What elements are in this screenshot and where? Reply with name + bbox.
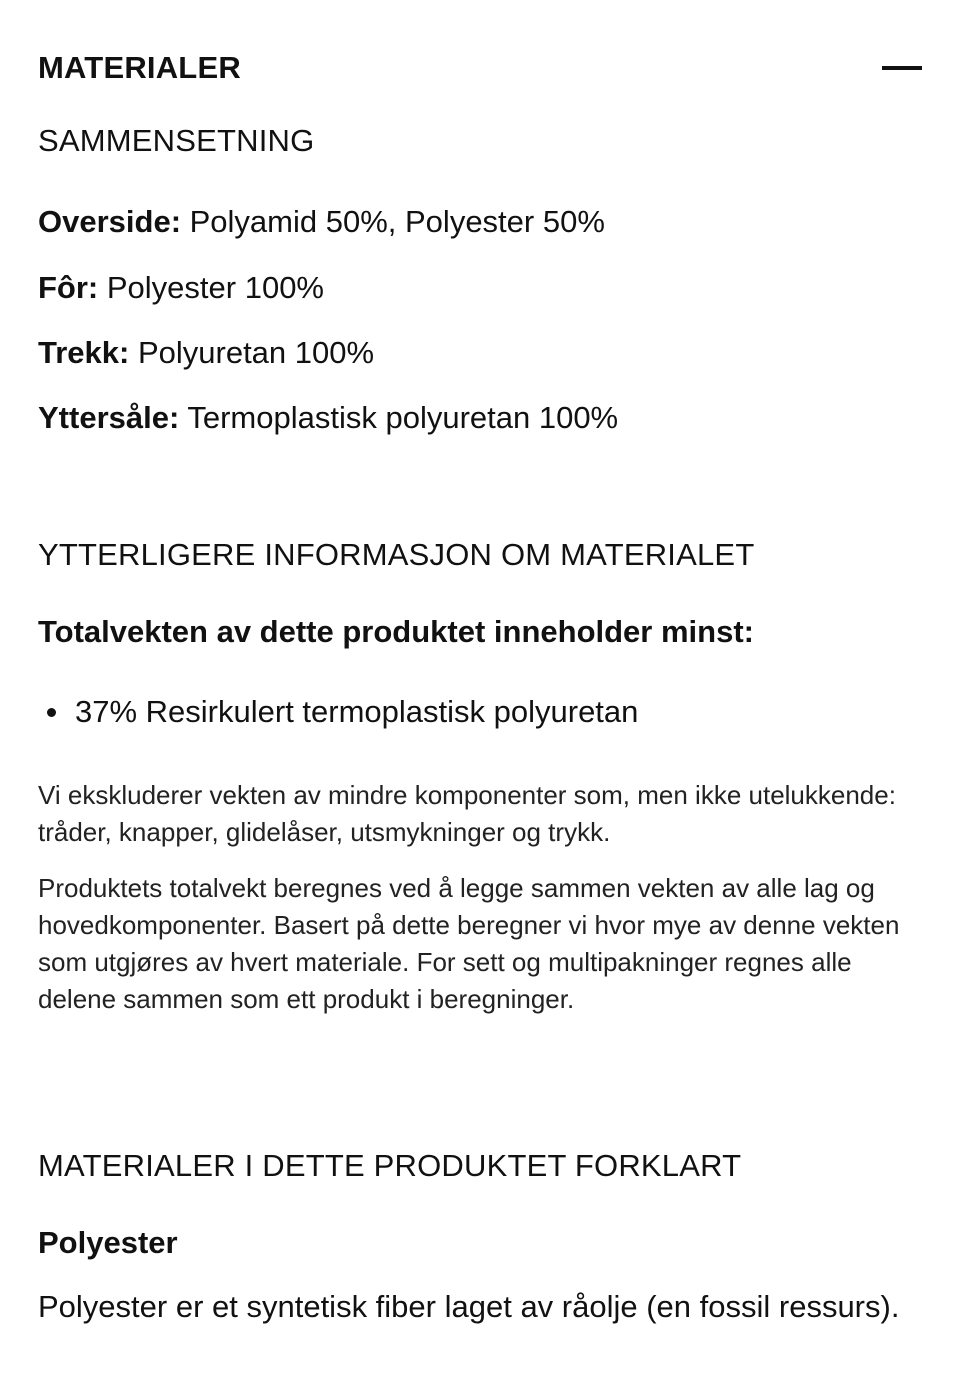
composition-value: Polyester 100% bbox=[98, 270, 324, 305]
additional-info-subheading: Totalvekten av dette produktet inneholder minst: bbox=[38, 614, 754, 649]
bullet-icon bbox=[47, 708, 56, 717]
material-description: Polyester er et syntetisk fiber laget av råolje (en fossil ressurs). bbox=[38, 1289, 900, 1324]
list-item bbox=[38, 694, 638, 730]
list-item-text: 37% Resirkulert termoplastisk polyuretan bbox=[75, 694, 639, 729]
composition-label: Trekk: bbox=[38, 335, 130, 370]
additional-info-heading: YTTERLIGERE INFORMASJON OM MATERIALET bbox=[38, 537, 755, 572]
composition-label: Fôr: bbox=[38, 270, 99, 305]
composition-value: Polyamid 50%, Polyester 50% bbox=[181, 204, 605, 239]
composition-item bbox=[38, 400, 618, 436]
minus-icon[interactable] bbox=[882, 66, 922, 70]
composition-label: Overside: bbox=[38, 204, 182, 239]
composition-item bbox=[38, 204, 605, 240]
materials-accordion-header[interactable] bbox=[38, 46, 922, 90]
composition-value: Polyuretan 100% bbox=[129, 335, 375, 370]
composition-heading: SAMMENSETNING bbox=[38, 123, 315, 158]
composition-item bbox=[38, 335, 374, 371]
composition-item bbox=[38, 270, 324, 306]
calculation-paragraph: Produktets totalvekt beregnes ved å legge sammen vekten av alle lag og hovedkomponenter. Basert på dette beregner vi hvor mye av denne vekten som utgjøres av hvert materiale. For sett og multipakninger regnes alle delene sammen som ett produkt i beregninger. bbox=[38, 873, 900, 1014]
material-name: Polyester bbox=[38, 1225, 178, 1260]
accordion-title: MATERIALER bbox=[38, 50, 241, 85]
composition-value: Termoplastisk polyuretan 100% bbox=[179, 400, 619, 435]
materials-explained-heading: MATERIALER I DETTE PRODUKTET FORKLART bbox=[38, 1148, 742, 1183]
composition-label: Yttersåle: bbox=[38, 400, 180, 435]
exclusion-paragraph: Vi ekskluderer vekten av mindre komponenter som, men ikke utelukkende: tråder, knapper, glidelåser, utsmykninger og trykk. bbox=[38, 780, 896, 847]
